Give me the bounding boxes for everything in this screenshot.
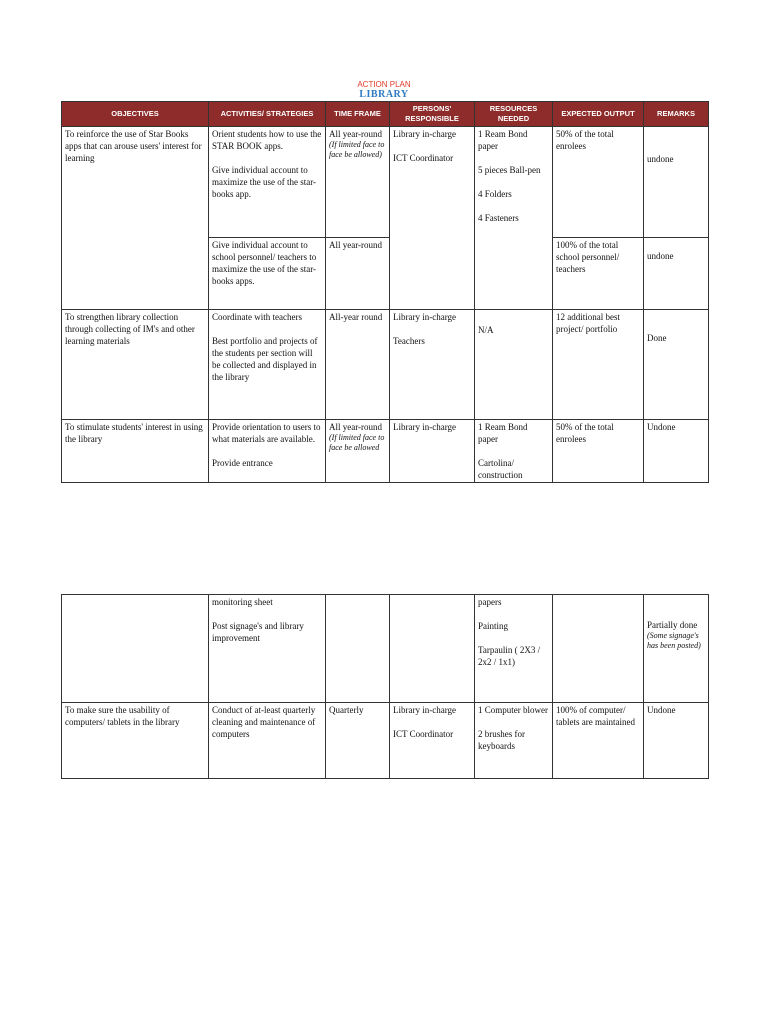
time-frame-cell: All-year round — [326, 310, 390, 420]
resource-text: 1 Ream Bond paper — [478, 129, 528, 151]
resource-text: 1 Computer blower — [478, 705, 548, 715]
activity-cell — [209, 127, 326, 238]
objective-cell: To reinforce the use of Star Books apps that can arouse users' interest for learning — [62, 127, 209, 310]
person-text: Teachers — [393, 336, 425, 346]
time-frame-cell: All year-round — [326, 238, 390, 310]
action-plan-table — [61, 101, 709, 483]
time-frame-note: (If limited face to face be allowed — [329, 433, 385, 452]
resources-cell: N/A — [475, 310, 553, 420]
persons-cell — [390, 127, 475, 310]
activity-text: Coordinate with teachers — [212, 312, 302, 322]
remarks-note: (Some signage's has been posted) — [647, 631, 701, 650]
person-text: Library in-charge — [393, 705, 457, 715]
resource-text: Tarpaulin ( 2X3 / 2x2 / 1x1) — [478, 645, 541, 667]
objective-cell: To stimulate students' interest in using the library — [62, 420, 209, 483]
time-frame-note: (If limited face to face be allowed) — [329, 140, 385, 159]
resources-cell — [475, 703, 553, 779]
remarks-cell: Done — [644, 310, 709, 420]
expected-output-cell: 100% of computer/ tablets are maintained — [553, 703, 644, 779]
activity-text: Post signage's and library improvement — [212, 621, 304, 643]
table-row — [62, 703, 709, 779]
resource-text: 2 brushes for keyboards — [478, 729, 525, 751]
column-header: ACTIVITIES/ STRATEGIES — [209, 102, 326, 127]
column-header: EXPECTED OUTPUT — [553, 102, 644, 127]
expected-output-cell: 12 additional best project/ portfolio — [553, 310, 644, 420]
activity-cell — [209, 420, 326, 483]
column-header: TIME FRAME — [326, 102, 390, 127]
document-subtitle: LIBRARY — [359, 89, 409, 100]
time-frame-cell — [326, 127, 390, 238]
table-row — [62, 310, 709, 420]
activity-cell — [209, 310, 326, 420]
table-row — [62, 420, 709, 483]
resource-text: 4 Folders — [478, 189, 512, 199]
expected-output-cell: 100% of the total school personnel/ teachers — [553, 238, 644, 310]
remarks-cell: Undone — [644, 703, 709, 779]
remarks-text: Partially done — [647, 620, 698, 630]
remarks-cell — [644, 595, 709, 703]
persons-cell — [390, 595, 475, 703]
activity-text: Give individual account to maximize the use of the star-books app. — [212, 165, 317, 199]
persons-cell: Library in-charge — [390, 420, 475, 483]
remarks-cell: undone — [644, 127, 709, 238]
person-text: ICT Coordinator — [393, 729, 454, 739]
expected-output-cell: 50% of the total enrolees — [553, 127, 644, 238]
expected-output-cell — [553, 595, 644, 703]
remarks-cell: Undone — [644, 420, 709, 483]
table-row — [62, 595, 709, 703]
remarks-cell: undone — [644, 238, 709, 310]
resources-cell — [475, 127, 553, 310]
activity-cell — [209, 595, 326, 703]
activity-cell: Give individual account to school personnel/ teachers to maximize the use of the star-books apps. — [209, 238, 326, 310]
resource-text: Painting — [478, 621, 509, 631]
column-header: PERSONS' RESPONSIBLE — [390, 102, 475, 127]
person-text: Library in-charge — [393, 129, 457, 139]
column-header: REMARKS — [644, 102, 709, 127]
objective-cell: To strengthen library collection through collecting of IM's and other learning materials — [62, 310, 209, 420]
resource-text: Cartolina/ construction — [478, 458, 523, 480]
resource-text: 4 Fasteners — [478, 213, 519, 223]
time-frame-cell — [326, 595, 390, 703]
time-frame-cell — [326, 420, 390, 483]
table-row — [62, 127, 709, 238]
person-text: Library in-charge — [393, 312, 457, 322]
activity-text: Best portfolio and projects of the students per section will be collected and displayed in the library — [212, 336, 318, 382]
resource-text: 5 pieces Ball-pen — [478, 165, 541, 175]
activity-text: Orient students how to use the STAR BOOK apps. — [212, 129, 322, 151]
persons-cell — [390, 310, 475, 420]
activity-text: Provide orientation to users to what materials are available. — [212, 422, 321, 444]
persons-cell — [390, 703, 475, 779]
person-text: ICT Coordinator — [393, 153, 454, 163]
objective-cell — [62, 595, 209, 703]
time-frame-text: All year-round — [329, 129, 383, 139]
activity-text: Provide entrance — [212, 458, 273, 468]
objective-cell: To make sure the usability of computers/ tablets in the library — [62, 703, 209, 779]
resources-cell — [475, 420, 553, 483]
expected-output-cell: 50% of the total enrolees — [553, 420, 644, 483]
activity-cell: Conduct of at-least quarterly cleaning and maintenance of computers — [209, 703, 326, 779]
activity-text: monitoring sheet — [212, 597, 273, 607]
action-plan-table-continued — [61, 594, 709, 779]
column-header: RESOURCES NEEDED — [475, 102, 553, 127]
table-header-row — [62, 102, 709, 127]
document-title: ACTION PLAN — [357, 80, 411, 89]
resource-text: 1 Ream Bond paper — [478, 422, 528, 444]
time-frame-text: All year-round — [329, 422, 383, 432]
resources-cell — [475, 595, 553, 703]
resource-text: papers — [478, 597, 502, 607]
time-frame-cell: Quarterly — [326, 703, 390, 779]
column-header: OBJECTIVES — [62, 102, 209, 127]
